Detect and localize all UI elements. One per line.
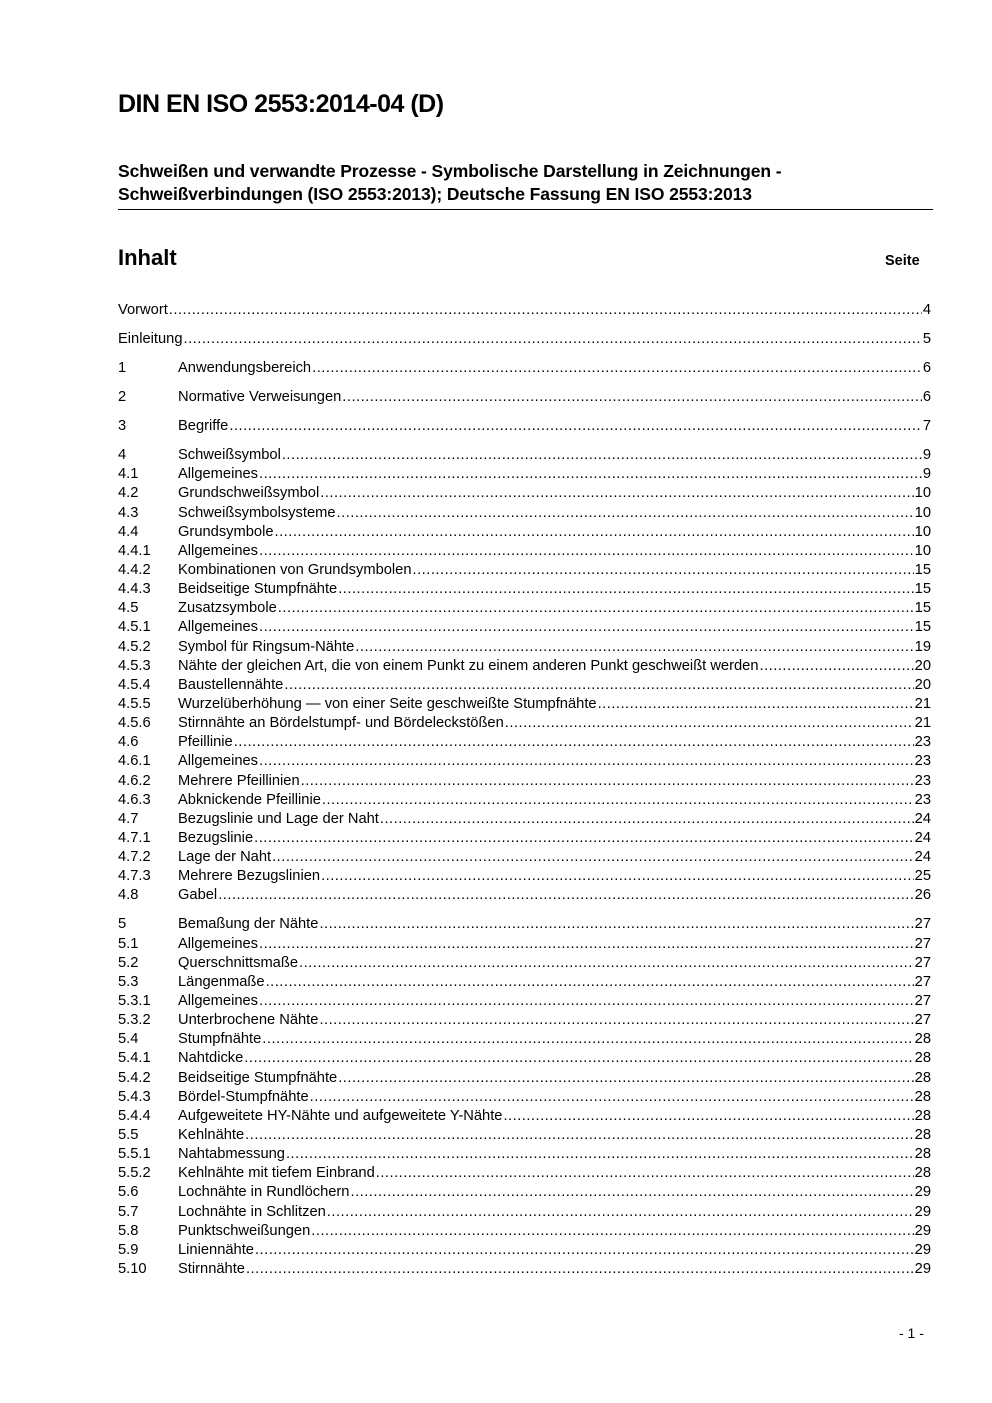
toc-entry-number: 4.3 bbox=[118, 504, 139, 521]
toc-heading: Inhalt bbox=[118, 245, 177, 270]
toc-entry-number: 4.5.1 bbox=[118, 619, 151, 636]
toc-entry-page: 27 bbox=[914, 1012, 931, 1029]
toc-entry-title: Nahtabmessung bbox=[178, 1146, 285, 1163]
toc-entry-page: 28 bbox=[914, 1107, 931, 1124]
toc-entry-page: 23 bbox=[914, 772, 931, 789]
toc-entry[interactable] bbox=[118, 1126, 931, 1145]
toc-entry-title: Wurzelüberhöhung — von einer Seite geschweißte Stumpfnähte bbox=[178, 695, 597, 712]
toc-entry-page: 6 bbox=[922, 360, 931, 377]
toc-entry[interactable] bbox=[118, 1203, 931, 1222]
toc-dot-leader bbox=[259, 542, 914, 561]
toc-entry[interactable] bbox=[118, 733, 931, 752]
toc-entry-number: 5.4.2 bbox=[118, 1069, 151, 1086]
toc-entry-title: Allgemeines bbox=[178, 753, 259, 770]
toc-dot-leader bbox=[311, 1222, 913, 1241]
toc-entry-number: 4.5 bbox=[118, 600, 139, 617]
toc-entry[interactable] bbox=[118, 1241, 931, 1260]
toc-entry-page: 15 bbox=[914, 600, 931, 617]
toc-dot-leader bbox=[299, 954, 914, 973]
toc-entry[interactable] bbox=[118, 484, 931, 503]
toc-entry-title: Zusatzsymbole bbox=[178, 600, 277, 617]
toc-entry-number: 5.5.2 bbox=[118, 1165, 151, 1182]
toc-entry-number: 5.3.1 bbox=[118, 992, 151, 1009]
toc-entry-number: 2 bbox=[118, 389, 127, 406]
toc-entry[interactable] bbox=[118, 1164, 931, 1183]
toc-entry-page: 24 bbox=[914, 810, 931, 827]
toc-entry-number: 5.3.2 bbox=[118, 1012, 151, 1029]
toc-dot-leader bbox=[319, 1011, 913, 1030]
toc-dot-leader bbox=[169, 301, 922, 320]
toc-entry-page: 4 bbox=[922, 302, 931, 318]
toc-entry-title: Allgemeines bbox=[178, 619, 259, 636]
toc-entry[interactable] bbox=[118, 1260, 931, 1279]
toc-entry[interactable] bbox=[118, 992, 931, 1011]
toc-entry-title: Kehlnähte bbox=[178, 1126, 245, 1143]
document-title: DIN EN ISO 2553:2014-04 (D) bbox=[118, 90, 444, 118]
toc-entry[interactable] bbox=[118, 886, 931, 905]
toc-dot-leader bbox=[282, 446, 922, 465]
toc-entry[interactable] bbox=[118, 359, 931, 378]
toc-entry[interactable] bbox=[118, 676, 931, 695]
toc-dot-leader bbox=[262, 1030, 913, 1049]
toc-entry-page: 10 bbox=[914, 542, 931, 559]
toc-entry-number: 4 bbox=[118, 447, 127, 464]
toc-entry[interactable] bbox=[118, 1049, 931, 1068]
toc-entry-title: Lochnähte in Schlitzen bbox=[178, 1203, 326, 1220]
toc-entry-number: 4.4 bbox=[118, 523, 139, 540]
toc-entry[interactable] bbox=[118, 301, 931, 320]
toc-entry-number: 4.4.3 bbox=[118, 581, 151, 598]
toc-dot-leader bbox=[229, 417, 921, 436]
toc-entry-title: Längenmaße bbox=[178, 973, 265, 990]
toc-entry-number: 5.4.4 bbox=[118, 1107, 151, 1124]
toc-dot-leader bbox=[413, 561, 914, 580]
toc-dot-leader bbox=[278, 599, 914, 618]
toc-entry-number: 4.4.1 bbox=[118, 542, 151, 559]
toc-entry-number: 4.6.3 bbox=[118, 791, 151, 808]
toc-dot-leader bbox=[284, 676, 913, 695]
toc-entry[interactable] bbox=[118, 523, 931, 542]
toc-entry-page: 15 bbox=[914, 581, 931, 598]
toc-entry-page: 28 bbox=[914, 1031, 931, 1048]
toc-entry[interactable] bbox=[118, 1183, 931, 1202]
toc-entry-number: 4.6.2 bbox=[118, 772, 151, 789]
toc-entry-title: Beidseitige Stumpfnähte bbox=[178, 581, 338, 598]
toc-entry-page: 27 bbox=[914, 992, 931, 1009]
toc-entry[interactable] bbox=[118, 1222, 931, 1241]
toc-entry-title: Vorwort bbox=[118, 302, 168, 318]
toc-dot-leader bbox=[275, 523, 914, 542]
toc-entry-page: 28 bbox=[914, 1146, 931, 1163]
toc-entry-title: Liniennähte bbox=[178, 1241, 254, 1258]
toc-dot-leader bbox=[310, 1088, 914, 1107]
toc-entry-page: 6 bbox=[922, 389, 931, 406]
toc-dot-leader bbox=[259, 465, 922, 484]
toc-entry-page: 29 bbox=[914, 1203, 931, 1220]
toc-entry-page: 10 bbox=[914, 485, 931, 502]
toc-entry-page: 28 bbox=[914, 1088, 931, 1105]
toc-entry-number: 4.4.2 bbox=[118, 562, 151, 578]
toc-dot-leader bbox=[380, 810, 914, 829]
toc-entry-number: 5.4 bbox=[118, 1031, 139, 1048]
toc-dot-leader bbox=[259, 618, 914, 637]
toc-entry-page: 5 bbox=[922, 331, 931, 348]
toc-entry[interactable] bbox=[118, 542, 931, 561]
toc-entry-title: Allgemeines bbox=[178, 466, 259, 483]
toc-dot-leader bbox=[319, 915, 913, 934]
toc-entry-page: 26 bbox=[914, 887, 931, 904]
toc-entry-title: Stirnnähte an Bördelstumpf- und Bördeleckstößen bbox=[178, 715, 504, 732]
toc-entry-title: Lage der Naht bbox=[178, 849, 272, 866]
toc-entry-number: 5.4.1 bbox=[118, 1050, 151, 1067]
toc-entry-number: 5.2 bbox=[118, 954, 139, 971]
toc-dot-leader bbox=[338, 1069, 913, 1088]
toc-entry-number: 4.7.2 bbox=[118, 849, 151, 866]
toc-entry-page: 28 bbox=[914, 1050, 931, 1067]
toc-entry-number: 5.10 bbox=[118, 1260, 147, 1277]
toc-dot-leader bbox=[327, 1203, 914, 1222]
toc-entry[interactable] bbox=[118, 1107, 931, 1126]
toc-dot-leader bbox=[321, 867, 914, 886]
toc-entry-title: Aufgeweitete HY-Nähte und aufgeweitete Y-Nähte bbox=[178, 1107, 503, 1124]
toc-entry-title: Symbol für Ringsum-Nähte bbox=[178, 638, 355, 655]
toc-entry-number: 4.6.1 bbox=[118, 753, 151, 770]
toc-entry-title: Stumpfnähte bbox=[178, 1031, 262, 1048]
toc-dot-leader bbox=[259, 935, 914, 954]
toc-entry[interactable] bbox=[118, 1030, 931, 1049]
toc-dot-leader bbox=[254, 829, 914, 848]
toc-entry-title: Bördel-Stumpfnähte bbox=[178, 1088, 309, 1105]
toc-entry[interactable] bbox=[118, 388, 931, 407]
toc-entry-number: 5.7 bbox=[118, 1203, 139, 1220]
toc-entry[interactable] bbox=[118, 867, 931, 886]
toc-dot-leader bbox=[503, 1107, 913, 1126]
toc-entry[interactable] bbox=[118, 810, 931, 829]
toc-entry-page: 25 bbox=[914, 868, 931, 885]
toc-entry-page: 23 bbox=[914, 734, 931, 751]
toc-entry-page: 29 bbox=[914, 1241, 931, 1258]
toc-entry-title: Allgemeines bbox=[178, 935, 259, 952]
toc-dot-leader bbox=[246, 1260, 914, 1279]
toc-entry-number: 4.6 bbox=[118, 734, 139, 751]
toc-entry-number: 5.8 bbox=[118, 1222, 139, 1239]
toc-entry-title: Gabel bbox=[178, 887, 218, 904]
toc-entry-page: 23 bbox=[914, 791, 931, 808]
toc-entry-page: 27 bbox=[914, 973, 931, 990]
toc-dot-leader bbox=[376, 1164, 914, 1183]
toc-entry-title: Nahtdicke bbox=[178, 1050, 244, 1067]
toc-dot-leader bbox=[301, 772, 914, 791]
toc-entry-page: 24 bbox=[914, 829, 931, 846]
toc-entry-title: Mehrere Pfeillinien bbox=[178, 772, 300, 789]
toc-entry[interactable] bbox=[118, 791, 931, 810]
toc-entry-page: 15 bbox=[914, 562, 931, 578]
toc-dot-leader bbox=[244, 1049, 913, 1068]
toc-entry-title: Kombinationen von Grundsymbolen bbox=[178, 562, 412, 578]
toc-dot-leader bbox=[760, 657, 914, 676]
toc-entry-title: Allgemeines bbox=[178, 542, 259, 559]
toc-entry-title: Allgemeines bbox=[178, 992, 259, 1009]
toc-entry-title: Bemaßung der Nähte bbox=[178, 916, 319, 933]
toc-entry-title: Abknickende Pfeillinie bbox=[178, 791, 321, 808]
toc-dot-leader bbox=[342, 388, 922, 407]
toc-entry[interactable] bbox=[118, 829, 931, 848]
toc-entry[interactable] bbox=[118, 1145, 931, 1164]
toc-entry-title: Begriffe bbox=[178, 418, 229, 435]
toc-entry[interactable] bbox=[118, 446, 931, 465]
toc-entry-title: Grundschweißsymbol bbox=[178, 485, 320, 502]
toc-entry-title: Unterbrochene Nähte bbox=[178, 1012, 319, 1029]
toc-entry-number: 4.2 bbox=[118, 485, 139, 502]
toc-entry-title: Grundsymbole bbox=[178, 523, 274, 540]
toc-dot-leader bbox=[598, 695, 914, 714]
toc-entry-title: Nähte der gleichen Art, die von einem Punkt zu einem anderen Punkt geschweißt werden bbox=[178, 657, 759, 674]
page-number: - 1 - bbox=[899, 1325, 924, 1341]
toc-dot-leader bbox=[272, 848, 914, 867]
toc-entry-title: Mehrere Bezugslinien bbox=[178, 868, 321, 885]
toc-entry-number: 4.5.5 bbox=[118, 695, 151, 712]
toc-entry-title: Normative Verweisungen bbox=[178, 389, 342, 406]
toc-entry-number: 5 bbox=[118, 916, 127, 933]
toc-dot-leader bbox=[322, 791, 914, 810]
toc-entry[interactable] bbox=[118, 330, 931, 349]
toc-entry-title: Einleitung bbox=[118, 331, 183, 348]
toc-entry-page: 7 bbox=[922, 418, 931, 435]
toc-entry-number: 5.5.1 bbox=[118, 1146, 151, 1163]
toc-entry-page: 29 bbox=[914, 1184, 931, 1201]
toc-dot-leader bbox=[350, 1183, 913, 1202]
toc-entry-title: Bezugslinie und Lage der Naht bbox=[178, 810, 379, 827]
toc-dot-leader bbox=[286, 1145, 914, 1164]
toc-entry-title: Schweißsymbol bbox=[178, 447, 281, 464]
toc-entry-page: 29 bbox=[914, 1222, 931, 1239]
toc-entry-page: 27 bbox=[914, 935, 931, 952]
toc-entry-number: 4.5.3 bbox=[118, 657, 151, 674]
toc-entry[interactable] bbox=[118, 848, 931, 867]
toc-dot-leader bbox=[355, 638, 913, 657]
toc-entry-page: 28 bbox=[914, 1165, 931, 1182]
toc-entry[interactable] bbox=[118, 599, 931, 618]
toc-entry-page: 15 bbox=[914, 619, 931, 636]
toc-entry-page: 24 bbox=[914, 849, 931, 866]
toc-entry-number: 5.5 bbox=[118, 1126, 139, 1143]
toc-entry[interactable] bbox=[118, 1069, 931, 1088]
toc-entry[interactable] bbox=[118, 935, 931, 954]
toc-entry-number: 4.1 bbox=[118, 466, 139, 483]
toc-entry-title: Stirnnähte bbox=[178, 1260, 245, 1277]
toc-entry-number: 4.8 bbox=[118, 887, 139, 904]
table-of-contents bbox=[118, 301, 931, 1279]
toc-dot-leader bbox=[312, 359, 922, 378]
toc-entry-number: 1 bbox=[118, 360, 127, 377]
toc-dot-leader bbox=[255, 1241, 914, 1260]
toc-entry-title: Lochnähte in Rundlöchern bbox=[178, 1184, 350, 1201]
page-column-label: Seite bbox=[885, 253, 920, 269]
toc-dot-leader bbox=[259, 992, 914, 1011]
toc-entry-page: 9 bbox=[922, 466, 931, 483]
toc-entry-page: 10 bbox=[914, 504, 931, 521]
toc-dot-leader bbox=[505, 714, 914, 733]
toc-entry[interactable] bbox=[118, 714, 931, 733]
toc-entry[interactable] bbox=[118, 417, 931, 436]
toc-entry[interactable] bbox=[118, 695, 931, 714]
toc-entry-number: 3 bbox=[118, 418, 127, 435]
toc-entry[interactable] bbox=[118, 638, 931, 657]
toc-entry-page: 21 bbox=[914, 715, 931, 732]
toc-dot-leader bbox=[184, 330, 922, 349]
toc-dot-leader bbox=[218, 886, 913, 905]
toc-entry-page: 20 bbox=[914, 657, 931, 674]
toc-entry-title: Punktschweißungen bbox=[178, 1222, 311, 1239]
toc-entry-page: 28 bbox=[914, 1069, 931, 1086]
toc-entry-title: Schweißsymbolsysteme bbox=[178, 504, 336, 521]
toc-entry-title: Kehlnähte mit tiefem Einbrand bbox=[178, 1165, 375, 1182]
toc-entry-page: 19 bbox=[914, 638, 931, 655]
toc-entry-title: Baustellennähte bbox=[178, 676, 284, 693]
toc-entry-title: Anwendungsbereich bbox=[178, 360, 312, 377]
toc-entry-page: 28 bbox=[914, 1126, 931, 1143]
toc-entry-number: 5.9 bbox=[118, 1241, 139, 1258]
toc-entry-page: 29 bbox=[914, 1260, 931, 1277]
toc-entry[interactable] bbox=[118, 561, 931, 580]
toc-dot-leader bbox=[245, 1126, 914, 1145]
toc-dot-leader bbox=[338, 580, 913, 599]
toc-entry-number: 5.1 bbox=[118, 935, 139, 952]
toc-entry[interactable] bbox=[118, 618, 931, 637]
toc-dot-leader bbox=[337, 504, 914, 523]
toc-entry-page: 27 bbox=[914, 954, 931, 971]
toc-entry-page: 23 bbox=[914, 753, 931, 770]
toc-entry[interactable] bbox=[118, 1011, 931, 1030]
toc-entry[interactable] bbox=[118, 504, 931, 523]
toc-entry-title: Beidseitige Stumpfnähte bbox=[178, 1069, 338, 1086]
toc-entry-number: 4.7 bbox=[118, 810, 139, 827]
toc-entry-number: 4.7.1 bbox=[118, 829, 151, 846]
toc-entry[interactable] bbox=[118, 973, 931, 992]
toc-entry[interactable] bbox=[118, 954, 931, 973]
toc-entry[interactable] bbox=[118, 752, 931, 771]
toc-entry-number: 5.3 bbox=[118, 973, 139, 990]
toc-entry-title: Pfeillinie bbox=[178, 734, 233, 751]
toc-entry-page: 9 bbox=[922, 447, 931, 464]
toc-entry[interactable] bbox=[118, 1088, 931, 1107]
toc-entry[interactable] bbox=[118, 657, 931, 676]
toc-entry-page: 21 bbox=[914, 695, 931, 712]
toc-entry-page: 20 bbox=[914, 676, 931, 693]
toc-entry-title: Bezugslinie bbox=[178, 829, 254, 846]
toc-entry-page: 27 bbox=[914, 916, 931, 933]
toc-entry-page: 10 bbox=[914, 523, 931, 540]
document-subtitle: Schweißen und verwandte Prozesse - Symbolische Darstellung in Zeichnungen - Schweißverbindungen (ISO 2553:2013); Deutsche Fassung EN ISO 2553:2013 bbox=[118, 160, 933, 210]
toc-dot-leader bbox=[259, 752, 914, 771]
toc-entry[interactable] bbox=[118, 465, 931, 484]
toc-entry-number: 4.7.3 bbox=[118, 868, 151, 885]
toc-entry-number: 5.4.3 bbox=[118, 1088, 151, 1105]
toc-dot-leader bbox=[234, 733, 914, 752]
toc-entry[interactable] bbox=[118, 915, 931, 934]
toc-dot-leader bbox=[320, 484, 913, 503]
toc-entry-title: Querschnittsmaße bbox=[178, 954, 298, 971]
toc-entry-number: 4.5.4 bbox=[118, 676, 151, 693]
toc-entry-number: 4.5.6 bbox=[118, 715, 151, 732]
toc-entry[interactable] bbox=[118, 772, 931, 791]
toc-entry[interactable] bbox=[118, 580, 931, 599]
toc-entry-number: 4.5.2 bbox=[118, 638, 151, 655]
toc-dot-leader bbox=[266, 973, 914, 992]
toc-entry-number: 5.6 bbox=[118, 1184, 139, 1201]
